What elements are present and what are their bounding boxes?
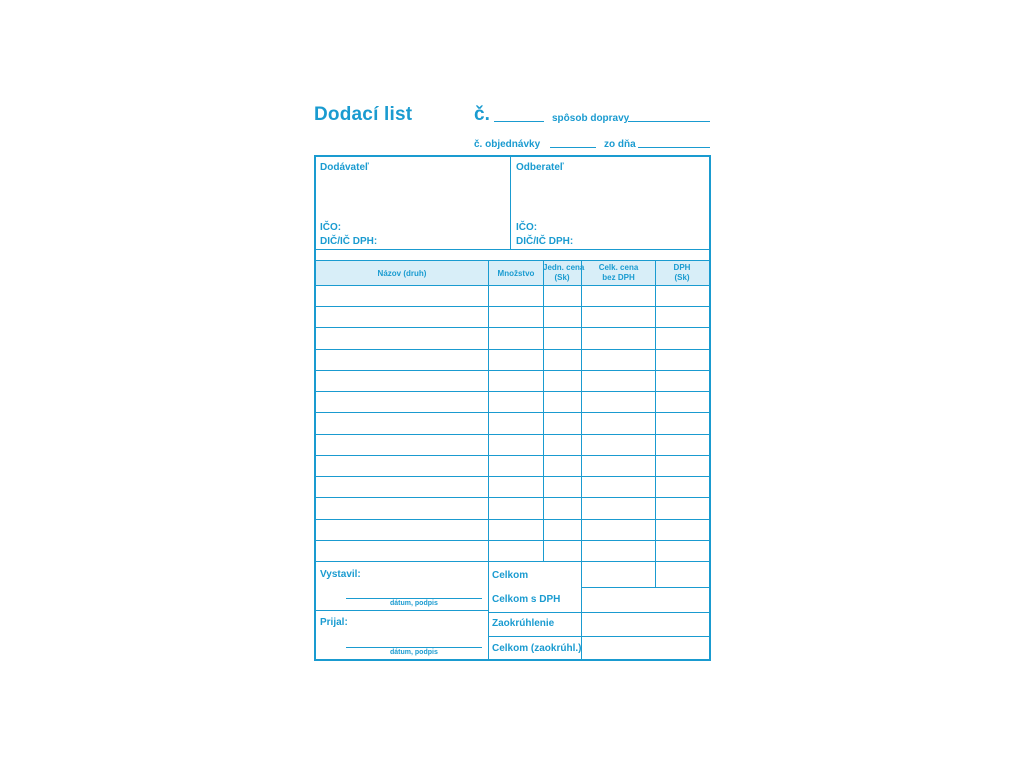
rounding-label: Zaokrúhlenie (492, 618, 555, 629)
table-row-line (315, 455, 710, 456)
table-row-line (315, 306, 710, 307)
table-row-line (315, 327, 710, 328)
table-header-bottom-line (315, 285, 710, 286)
col-header-name: Názov (druh) (377, 269, 427, 278)
customer-dic-label: DIČ/IČ DPH: (516, 236, 574, 247)
received-signature-line[interactable] (346, 647, 482, 648)
total-rounded-label: Celkom (zaokrúhl.) (492, 643, 582, 654)
total-label: Celkom (492, 570, 529, 581)
number-field-line[interactable] (494, 121, 544, 122)
form-frame (314, 155, 711, 661)
supplier-dic-label: DIČ/IČ DPH: (320, 236, 378, 247)
table-row-line (315, 540, 710, 541)
rounding-row-line (489, 636, 710, 637)
table-row-line (315, 370, 710, 371)
table-row-line (315, 391, 710, 392)
order-number-label: č. objednávky (474, 139, 541, 150)
party-divider (510, 156, 511, 250)
table-row-line (315, 412, 710, 413)
col-header-vat: DPH (Sk) (673, 263, 691, 282)
supplier-ico-label: IČO: (320, 222, 342, 233)
document-title: Dodací list (314, 104, 413, 125)
customer-label: Odberateľ (516, 162, 564, 173)
supplier-label: Dodávateľ (320, 162, 369, 173)
party-bottom-line (315, 249, 710, 250)
issued-date-sign-label: dátum, podpis (390, 600, 438, 607)
issued-signature-line[interactable] (346, 598, 482, 599)
col-header-total-no-vat: Celk. cena bez DPH (598, 263, 639, 282)
issued-received-divider (315, 610, 488, 611)
transport-label: spôsob dopravy (552, 113, 630, 124)
issued-by-label: Vystavil: (320, 569, 361, 580)
footer-divider-left (488, 561, 489, 660)
footer-top-line (315, 561, 710, 562)
col-line-4 (655, 261, 656, 587)
received-by-label: Prijal: (320, 617, 348, 628)
table-row-line (315, 434, 710, 435)
customer-ico-label: IČO: (516, 222, 538, 233)
table-row-line (315, 519, 710, 520)
total-row-line (581, 587, 710, 588)
order-date-field-line[interactable] (638, 147, 710, 148)
transport-field-line[interactable] (628, 121, 710, 122)
table-row-line (315, 497, 710, 498)
order-number-field-line[interactable] (550, 147, 596, 148)
total-vat-label: Celkom s DPH (492, 594, 561, 605)
col-header-unit-price: Jedn. cena (Sk) (543, 263, 585, 282)
table-row-line (315, 349, 710, 350)
col-header-qty: Množstvo (497, 269, 535, 278)
order-date-label: zo dňa (604, 139, 636, 150)
table-row-line (315, 476, 710, 477)
received-date-sign-label: dátum, podpis (390, 649, 438, 656)
total-vat-row-line (489, 612, 710, 613)
number-label: č. (474, 104, 490, 125)
